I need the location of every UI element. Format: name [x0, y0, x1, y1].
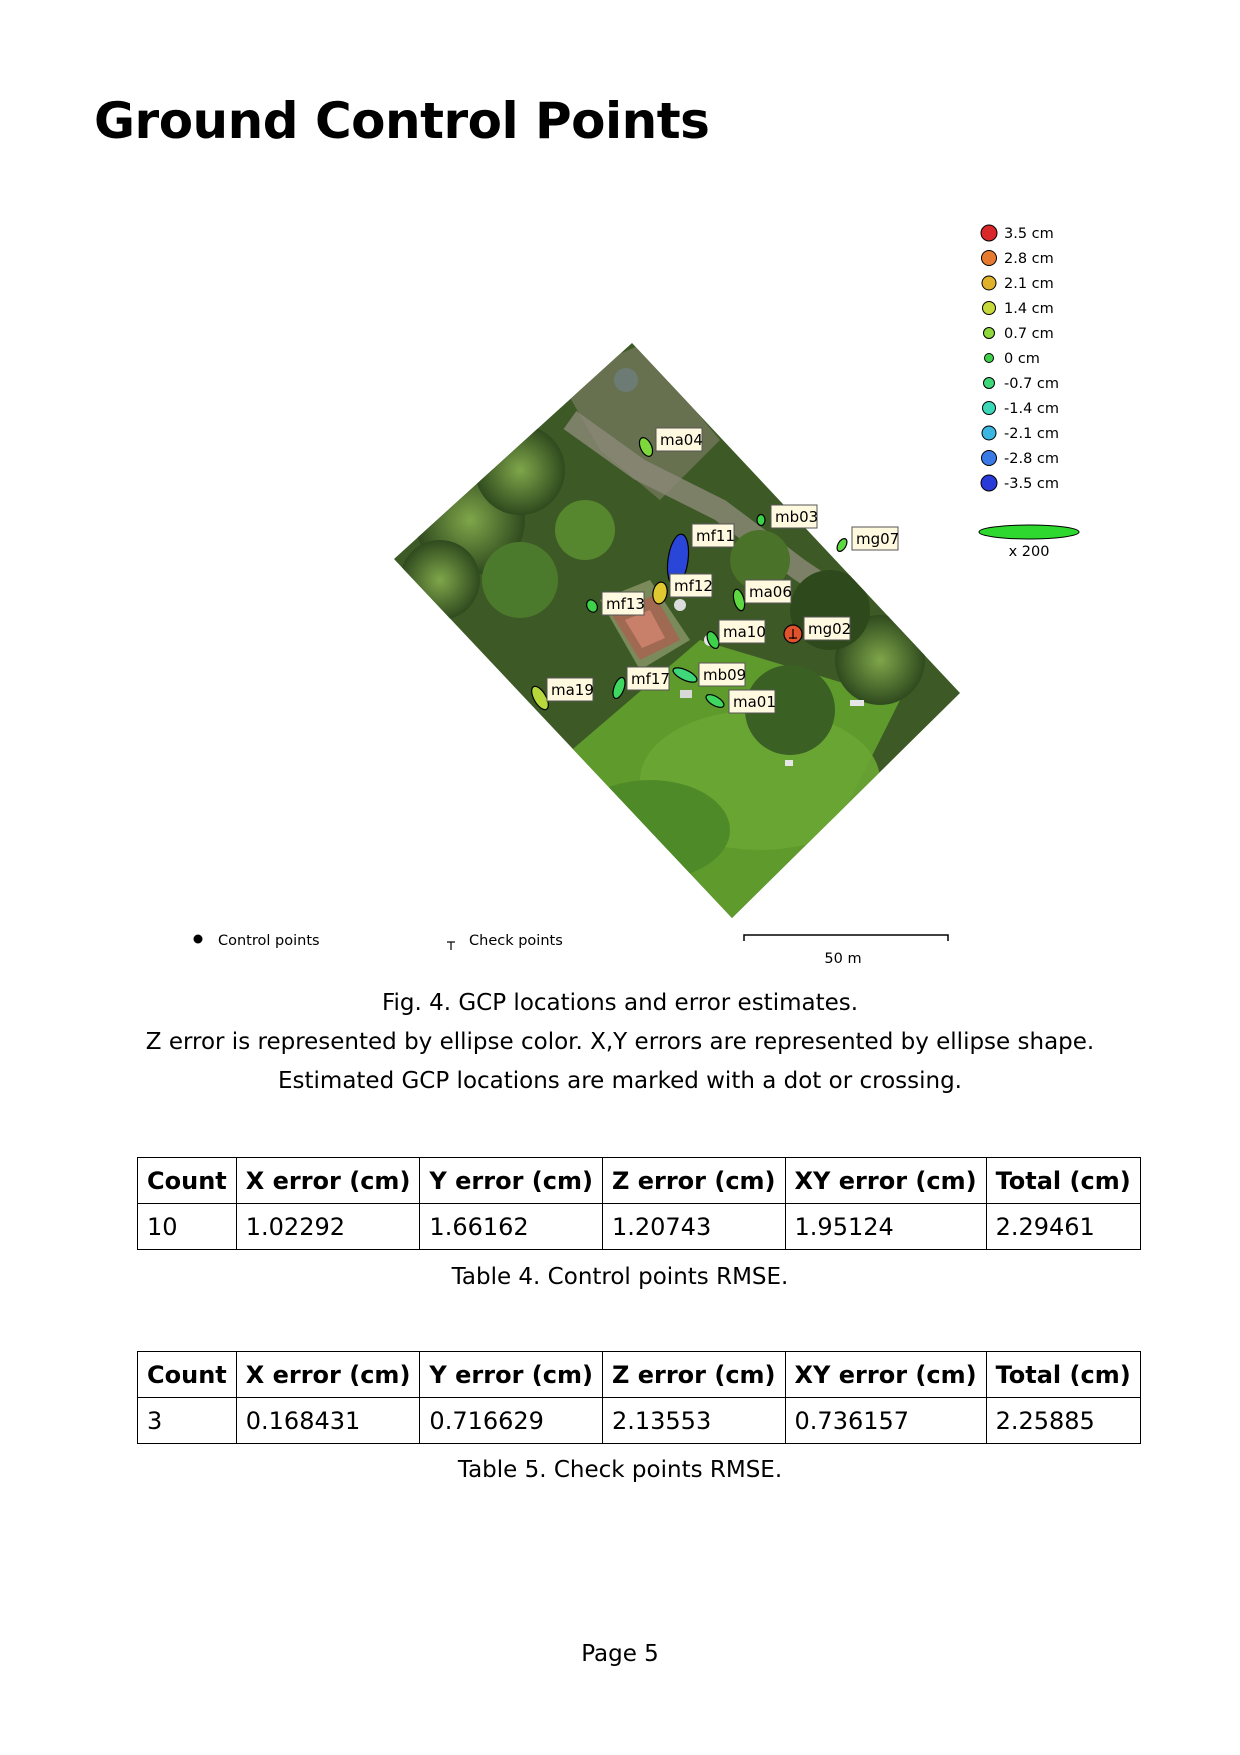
svg-text:3.5 cm: 3.5 cm: [1004, 226, 1054, 242]
gcp-label: ma01: [733, 693, 776, 711]
table-cell: 0.736157: [785, 1398, 986, 1444]
gcp-label: mb09: [703, 666, 747, 684]
svg-text:Check points: Check points: [469, 933, 563, 949]
svg-text:2.1 cm: 2.1 cm: [1004, 276, 1054, 292]
column-header: X error (cm): [236, 1158, 420, 1204]
table-row: [138, 1204, 1141, 1250]
table-header-row: [138, 1158, 1141, 1204]
table-cell: 1.02292: [236, 1204, 420, 1250]
legend-item: [983, 401, 1060, 417]
svg-text:0 cm: 0 cm: [1004, 351, 1040, 367]
svg-text:-2.8 cm: -2.8 cm: [1004, 451, 1059, 467]
legend-item: [981, 225, 1054, 242]
point-type-legend: [194, 933, 563, 950]
table-header-row: [138, 1352, 1141, 1398]
page-title: Ground Control Points: [94, 92, 710, 150]
column-header: Count: [138, 1158, 237, 1204]
error-ellipse: [835, 537, 849, 553]
legend-item: [984, 326, 1054, 342]
gcp-label: mf13: [606, 595, 645, 613]
figure-caption-line3: Estimated GCP locations are marked with a dot or crossing.: [277, 1068, 962, 1094]
column-header: XY error (cm): [785, 1158, 986, 1204]
figure-caption-line1: Fig. 4. GCP locations and error estimates.: [381, 990, 859, 1016]
gcp-label: mf12: [674, 577, 713, 595]
ellipse-scale-legend: [979, 525, 1079, 560]
gcp-label: mg02: [808, 620, 852, 638]
column-header: Z error (cm): [602, 1158, 785, 1204]
svg-text:x 200: x 200: [1008, 544, 1050, 560]
svg-text:-2.1 cm: -2.1 cm: [1004, 426, 1059, 442]
legend-item: [984, 376, 1060, 392]
column-header: Total (cm): [986, 1158, 1140, 1204]
table-cell: 1.66162: [420, 1204, 603, 1250]
legend-item: [982, 426, 1059, 442]
scale-bar: [744, 935, 948, 967]
legend-item: [982, 276, 1054, 292]
legend-item: [982, 451, 1060, 468]
svg-text:0.7 cm: 0.7 cm: [1004, 326, 1054, 342]
figure-caption-line2: Z error is represented by ellipse color. X,Y errors are represented by ellipse shape.: [145, 1029, 1095, 1055]
legend-item: [983, 301, 1054, 317]
svg-text:Control points: Control points: [218, 933, 320, 949]
control-point-icon: [194, 935, 203, 944]
check-points-rmse-table: [137, 1351, 1141, 1444]
svg-text:-1.4 cm: -1.4 cm: [1004, 401, 1059, 417]
gcp-label: mg07: [856, 530, 900, 548]
table-row: [138, 1398, 1141, 1444]
table-cell: 2.29461: [986, 1204, 1140, 1250]
gcp-label: mf11: [696, 527, 735, 545]
z-error-legend: [979, 225, 1079, 560]
table-cell: 3: [138, 1398, 237, 1444]
error-ellipse: [757, 515, 765, 526]
column-header: Z error (cm): [602, 1352, 785, 1398]
gcp-label: ma04: [660, 431, 703, 449]
legend-item: [985, 351, 1040, 367]
gcp-label: mf17: [631, 670, 670, 688]
page-number: Page 5: [581, 1641, 659, 1667]
table-cell: 10: [138, 1204, 237, 1250]
table-cell: 1.95124: [785, 1204, 986, 1250]
gcp-label: ma06: [749, 583, 792, 601]
svg-text:-0.7 cm: -0.7 cm: [1004, 376, 1059, 392]
column-header: Y error (cm): [420, 1352, 603, 1398]
orthophoto-map: [380, 330, 980, 930]
svg-text:50 m: 50 m: [824, 951, 862, 967]
gcp-marker-mg07: [835, 527, 899, 553]
legend-item: [982, 251, 1054, 268]
table-cell: 2.25885: [986, 1398, 1140, 1444]
table4-caption: Table 4. Control points RMSE.: [451, 1264, 789, 1290]
svg-text:-3.5 cm: -3.5 cm: [1004, 476, 1059, 492]
gcp-label: ma19: [551, 681, 594, 699]
table-cell: 0.716629: [420, 1398, 603, 1444]
table-cell: 2.13553: [602, 1398, 785, 1444]
control-points-rmse-table: [137, 1157, 1141, 1250]
column-header: X error (cm): [236, 1352, 420, 1398]
column-header: XY error (cm): [785, 1352, 986, 1398]
legend-item: [981, 475, 1059, 492]
table5-caption: Table 5. Check points RMSE.: [457, 1457, 783, 1483]
table-cell: 0.168431: [236, 1398, 420, 1444]
gcp-label: ma10: [723, 623, 766, 641]
svg-text:1.4 cm: 1.4 cm: [1004, 301, 1054, 317]
column-header: Count: [138, 1352, 237, 1398]
svg-text:2.8 cm: 2.8 cm: [1004, 251, 1054, 267]
table-cell: 1.20743: [602, 1204, 785, 1250]
gcp-label: mb03: [775, 508, 819, 526]
column-header: Y error (cm): [420, 1158, 603, 1204]
column-header: Total (cm): [986, 1352, 1140, 1398]
